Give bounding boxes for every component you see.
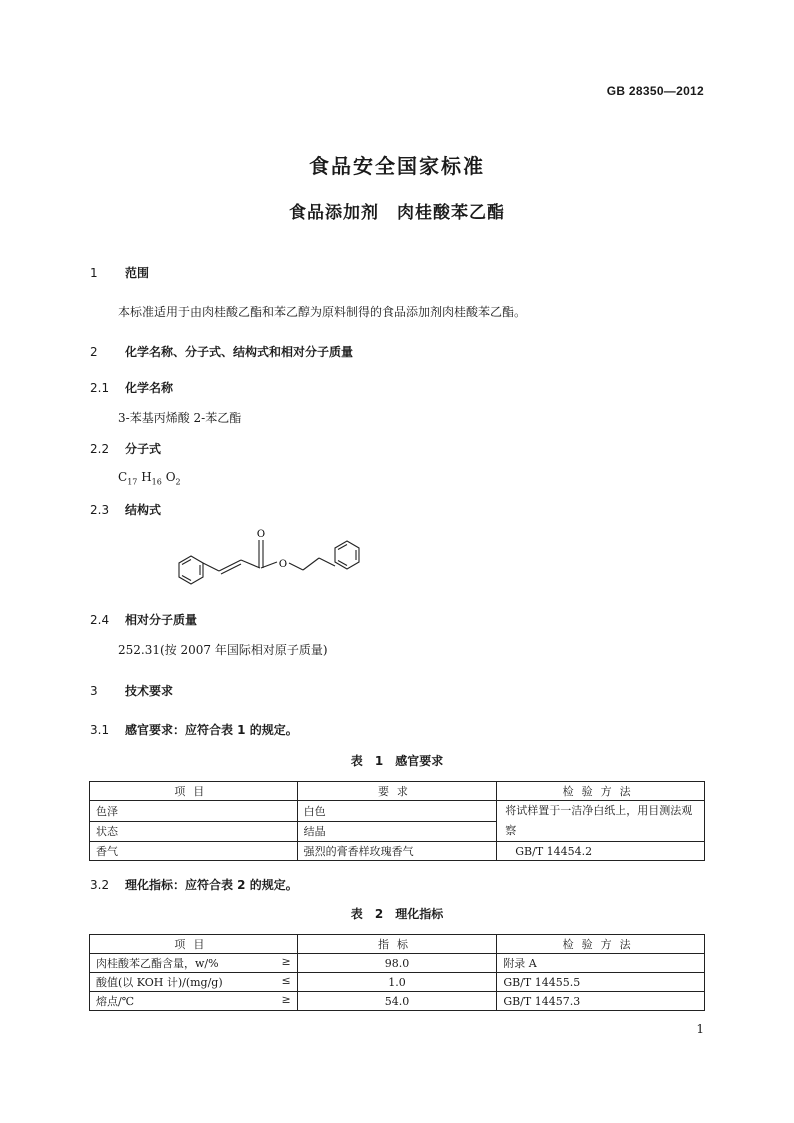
table-cell: 肉桂酸苯乙酯含量，w/% ≥	[90, 954, 298, 973]
section-number: 2	[90, 345, 98, 359]
molecular-weight: 252.31(按 2007 年国际相对原子质量)	[118, 643, 328, 657]
section-2-2-heading	[90, 440, 161, 457]
section-title: 分子式	[125, 442, 162, 456]
table-row	[90, 954, 705, 973]
section-3-1-heading	[90, 721, 298, 738]
table-cell: 色泽	[90, 801, 298, 822]
document-title: 食品安全国家标准	[309, 154, 485, 178]
section-number: 3.1	[90, 723, 110, 737]
section-2-heading	[90, 343, 353, 360]
table-1-caption: 表 1 感官要求	[350, 754, 444, 768]
table-cell-merged: 将试样置于一洁净白纸上，用目测法观察	[497, 801, 705, 842]
table-cell: 结晶	[297, 821, 497, 842]
carbonyl-oxygen-label: O	[256, 529, 266, 540]
section-1-text: 本标准适用于由肉桂酸乙酯和苯乙醇为原料制得的食品添加剂肉桂酸苯乙酯。	[118, 305, 527, 319]
table-row	[90, 842, 705, 861]
table-header: 检验方法	[497, 935, 705, 954]
table-cell: 1.0	[297, 973, 497, 992]
table-cell: 状态	[90, 821, 298, 842]
table-row	[90, 801, 705, 822]
table-cell: 香气	[90, 842, 298, 861]
section-title: 范围	[125, 266, 150, 280]
section-number: 3	[90, 684, 98, 698]
section-2-1-heading	[90, 379, 173, 396]
section-3-2-heading	[90, 876, 298, 893]
table-header-row	[90, 935, 705, 954]
table-cell: GB/T 14454.2	[497, 842, 705, 861]
table-2-caption: 表 2 理化指标	[350, 907, 444, 921]
section-title: 化学名称、分子式、结构式和相对分子质量	[125, 345, 354, 359]
section-title: 结构式	[125, 503, 162, 517]
table-cell: 98.0	[297, 954, 497, 973]
table-header: 指标	[297, 935, 497, 954]
section-title: 理化指标：应符合表 2 的规定。	[125, 878, 298, 892]
table-header: 项目	[90, 782, 298, 801]
table-cell: 附录 A	[497, 954, 705, 973]
molecular-formula: $C_{17}$ $H_{16}$ $O_2$	[118, 470, 181, 487]
section-2-4-heading	[90, 611, 197, 628]
table-header: 检验方法	[497, 782, 705, 801]
table-row	[90, 973, 705, 992]
page-number: 1	[696, 1022, 704, 1036]
table-cell: GB/T 14457.3	[497, 992, 705, 1011]
table-1-sensory	[89, 781, 705, 861]
section-title: 感官要求：应符合表 1 的规定。	[125, 723, 298, 737]
section-number: 2.1	[90, 381, 110, 395]
ester-oxygen-label: O	[278, 559, 288, 570]
standard-number: GB 28350—2012	[606, 84, 704, 98]
section-number: 2.2	[90, 442, 110, 456]
benzene-ring-left	[179, 556, 203, 584]
table-header: 要求	[297, 782, 497, 801]
table-cell: 强烈的膏香样玫瑰香气	[297, 842, 497, 861]
chemical-name: 3-苯基丙烯酸 2-苯乙酯	[118, 411, 242, 425]
section-title: 技术要求	[125, 684, 174, 698]
table-header: 项目	[90, 935, 298, 954]
table-row	[90, 992, 705, 1011]
table-header-row	[90, 782, 705, 801]
section-title: 相对分子质量	[125, 613, 198, 627]
section-number: 2.4	[90, 613, 110, 627]
benzene-ring-right	[335, 541, 359, 569]
structural-formula	[165, 526, 380, 596]
section-number: 3.2	[90, 878, 110, 892]
table-cell: 熔点/℃ ≥	[90, 992, 298, 1011]
section-2-3-heading	[90, 501, 161, 518]
table-cell: 酸值(以 KOH 计)/(mg/g) ≤	[90, 973, 298, 992]
section-title: 化学名称	[125, 381, 174, 395]
document-subtitle: 食品添加剂 肉桂酸苯乙酯	[289, 203, 505, 223]
table-cell: 白色	[297, 801, 497, 822]
table-2-physicochemical	[89, 934, 705, 1011]
table-cell: 54.0	[297, 992, 497, 1011]
section-1-heading	[90, 264, 149, 281]
section-number: 1	[90, 266, 98, 280]
table-cell: GB/T 14455.5	[497, 973, 705, 992]
section-number: 2.3	[90, 503, 110, 517]
section-3-heading	[90, 682, 173, 699]
